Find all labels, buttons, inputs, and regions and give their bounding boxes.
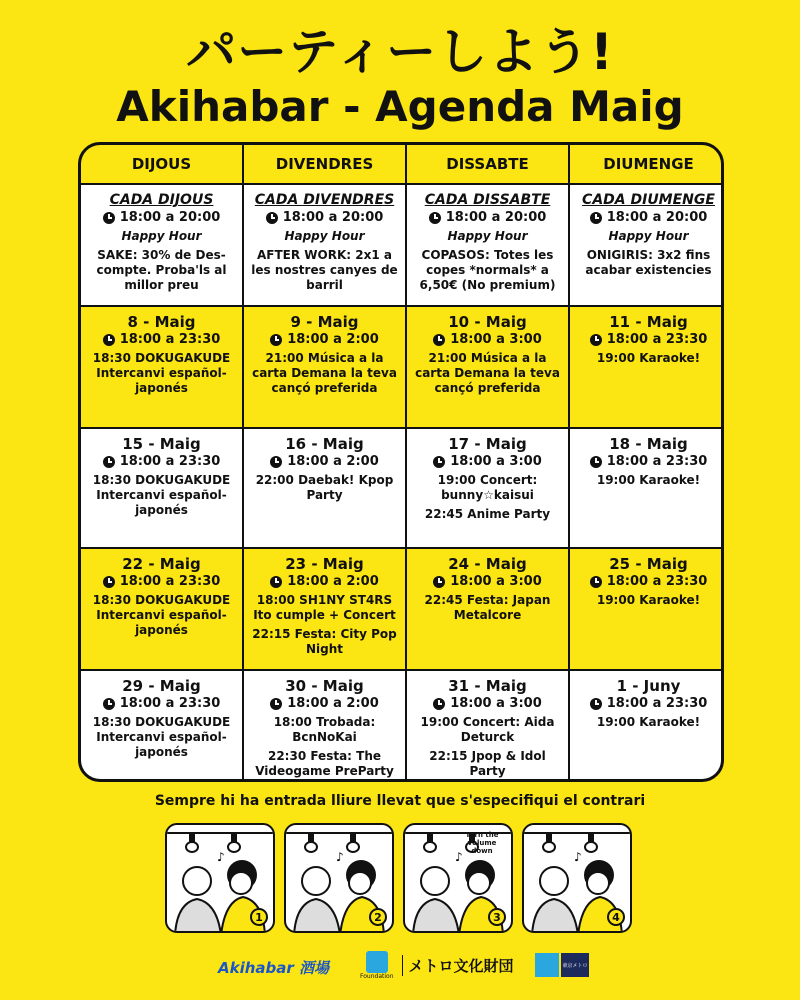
day-cell	[407, 671, 568, 782]
footer-note: Sempre hi ha entrada lliure llevat que s'especifiqui el contrari	[154, 793, 646, 809]
time-range	[103, 210, 221, 225]
day-cell	[81, 549, 242, 669]
clock-icon	[429, 212, 441, 224]
day-date: 17 - Maig	[448, 435, 527, 453]
title-japanese: パーティーしよう!	[186, 23, 614, 81]
day-date: 23 - Maig	[285, 555, 364, 573]
happy-hour-label: Happy Hour	[284, 229, 365, 243]
svg-text:♪: ♪	[574, 850, 582, 864]
time-range	[590, 574, 708, 589]
time-text: 18:00 a 20:00	[445, 210, 547, 225]
happy-hour-label: Happy Hour	[447, 229, 528, 243]
clock-icon	[270, 576, 282, 588]
comic-panel	[284, 823, 394, 933]
event-item: 22:30 Festa: The Videogame PreParty	[255, 749, 394, 778]
time-text: 18:00 a 3:00	[450, 454, 542, 469]
event-item: 18:00 SH1NY ST4RS Ito cumple + Concert	[253, 593, 396, 622]
event-item: 19:00 Concert: Aida Deturck	[420, 715, 555, 744]
event-item: 22:45 Festa: Japan Metalcore	[424, 593, 551, 622]
day-date: 11 - Maig	[609, 313, 688, 331]
weekly-cell	[81, 185, 242, 305]
happy-hour-label: Happy Hour	[608, 229, 689, 243]
day-cell	[81, 307, 242, 427]
day-header: DIUMENGE	[570, 145, 724, 183]
day-cell	[570, 671, 724, 782]
clock-icon	[433, 698, 445, 710]
time-text: 18:00 a 23:30	[606, 332, 708, 347]
svg-text:♪: ♪	[217, 850, 225, 864]
time-text: 18:00 a 20:00	[606, 210, 708, 225]
event-item: 22:15 Festa: City Pop Night	[252, 627, 397, 656]
day-date: 25 - Maig	[609, 555, 688, 573]
weekly-title: CADA DISSABTE	[424, 192, 551, 208]
clock-icon	[103, 456, 115, 468]
time-range	[266, 210, 384, 225]
comic-panel	[522, 823, 632, 933]
event-item: 19:00 Concert: bunny☆kaisui	[437, 473, 538, 502]
weekly-cell	[407, 185, 568, 305]
weekly-offer: ONIGIRIS: 3x2 fins acabar existencies	[585, 248, 712, 277]
event-item: 19:00 Karaoke!	[596, 593, 701, 607]
day-date: 31 - Maig	[448, 677, 527, 695]
event-item: 18:30 DOKUGAKUDE Intercanvi español-japonés	[92, 715, 231, 759]
time-range	[103, 574, 221, 589]
page-title: Akihabar - Agenda Maig	[116, 82, 684, 131]
day-date: 22 - Maig	[122, 555, 201, 573]
day-cell	[244, 549, 405, 669]
time-range	[103, 454, 221, 469]
day-date: 8 - Maig	[127, 313, 196, 331]
time-text: 18:00 a 20:00	[119, 210, 221, 225]
event-item: 18:00 Trobada: BcnNoKai	[273, 715, 376, 744]
time-range	[429, 210, 547, 225]
time-text: 18:00 a 3:00	[450, 696, 542, 711]
time-range	[590, 210, 708, 225]
time-range	[590, 696, 708, 711]
panel-number: 4	[607, 908, 625, 926]
time-range	[590, 454, 708, 469]
logos-bar	[0, 945, 800, 995]
clock-icon	[270, 698, 282, 710]
clock-icon	[103, 334, 115, 346]
event-item: 19:00 Karaoke!	[596, 473, 701, 487]
panel-number: 3	[488, 908, 506, 926]
day-date: 9 - Maig	[290, 313, 359, 331]
day-cell	[81, 671, 242, 782]
clock-icon	[103, 576, 115, 588]
comic-panel	[165, 823, 275, 933]
clock-icon	[590, 576, 602, 588]
time-range	[433, 574, 542, 589]
panel-number: 2	[369, 908, 387, 926]
weekly-title: CADA DIJOUS	[109, 192, 214, 208]
event-item: 19:00 Karaoke!	[596, 351, 701, 365]
day-cell	[570, 549, 724, 669]
time-text: 18:00 a 2:00	[287, 332, 379, 347]
day-cell	[570, 429, 724, 547]
day-date: 24 - Maig	[448, 555, 527, 573]
akihabar-logo: Akihabar 酒場	[218, 959, 330, 977]
clock-icon	[590, 698, 602, 710]
clock-icon	[270, 456, 282, 468]
time-text: 18:00 a 23:30	[119, 332, 221, 347]
tokyo-metro-logo: 東京メトロ	[535, 953, 589, 977]
time-text: 18:00 a 23:30	[606, 454, 708, 469]
clock-icon	[266, 212, 278, 224]
time-range	[433, 332, 542, 347]
time-text: 18:00 a 23:30	[606, 696, 708, 711]
metro-foundation-logo: Foundation メトロ文化財団	[360, 951, 514, 980]
time-text: 18:00 a 2:00	[287, 574, 379, 589]
time-range	[270, 332, 379, 347]
weekly-offer: SAKE: 30% de Des-compte. Proba'ls al millor preu	[96, 248, 227, 292]
time-range	[590, 332, 708, 347]
day-date: 30 - Maig	[285, 677, 364, 695]
day-cell	[244, 429, 405, 547]
tokyo-metro-icon	[535, 953, 559, 977]
clock-icon	[590, 212, 602, 224]
weekly-title: CADA DIUMENGE	[582, 192, 715, 208]
weekly-cell	[244, 185, 405, 305]
clock-icon	[433, 576, 445, 588]
clock-icon	[433, 334, 445, 346]
time-range	[270, 454, 379, 469]
weekly-title: CADA DIVENDRES	[254, 192, 395, 208]
day-header: DIVENDRES	[244, 145, 405, 183]
day-date: 29 - Maig	[122, 677, 201, 695]
event-item: 22:15 Jpop & Idol Party	[429, 749, 546, 778]
event-item: 18:30 DOKUGAKUDE Intercanvi español-japonés	[92, 351, 231, 395]
day-cell	[81, 429, 242, 547]
event-item: 21:00 Música a la carta Demana la teva cançó preferida	[252, 351, 397, 395]
day-header: DIJOUS	[81, 145, 242, 183]
time-range	[103, 696, 221, 711]
day-cell	[407, 429, 568, 547]
svg-text:♪: ♪	[336, 850, 344, 864]
time-text: 18:00 a 2:00	[287, 696, 379, 711]
day-header: DISSABTE	[407, 145, 568, 183]
comic-strip	[165, 823, 635, 935]
event-item: 18:30 DOKUGAKUDE Intercanvi español-japonés	[92, 593, 231, 637]
time-range	[103, 332, 221, 347]
time-range	[270, 696, 379, 711]
time-text: 18:00 a 3:00	[450, 332, 542, 347]
clock-icon	[590, 334, 602, 346]
time-text: 18:00 a 20:00	[282, 210, 384, 225]
happy-hour-label: Happy Hour	[121, 229, 202, 243]
weekly-offer: AFTER WORK: 2x1 a les nostres canyes de barril	[251, 248, 398, 292]
clock-icon	[270, 334, 282, 346]
day-date: 1 - Juny	[616, 677, 681, 695]
day-date: 10 - Maig	[448, 313, 527, 331]
event-item: 22:00 Daebak! Kpop Party	[255, 473, 394, 502]
day-cell	[407, 549, 568, 669]
day-date: 18 - Maig	[609, 435, 688, 453]
clock-icon	[590, 456, 602, 468]
day-date: 15 - Maig	[122, 435, 201, 453]
clock-icon	[103, 698, 115, 710]
day-cell	[570, 307, 724, 427]
clock-icon	[433, 456, 445, 468]
time-text: 18:00 a 23:30	[606, 574, 708, 589]
time-text: 18:00 a 23:30	[119, 574, 221, 589]
svg-text:♪: ♪	[455, 850, 463, 864]
weekly-cell	[570, 185, 724, 305]
comic-panel	[403, 823, 513, 933]
metro-foundation-icon	[366, 951, 388, 973]
event-item: 21:00 Música a la carta Demana la teva cançó preferida	[415, 351, 560, 395]
event-item: 18:30 DOKUGAKUDE Intercanvi español-japonés	[92, 473, 231, 517]
weekly-offer: COPASOS: Totes les copes *normals* a 6,50€ (No premium)	[419, 248, 556, 292]
time-text: 18:00 a 2:00	[287, 454, 379, 469]
day-cell	[244, 307, 405, 427]
speech-bubble: Turn the volume down	[465, 831, 499, 855]
time-range	[270, 574, 379, 589]
time-range	[433, 696, 542, 711]
time-text: 18:00 a 23:30	[119, 454, 221, 469]
day-cell	[244, 671, 405, 782]
agenda-table	[78, 142, 724, 782]
day-cell	[407, 307, 568, 427]
event-item: 22:45 Anime Party	[424, 507, 551, 521]
event-item: 19:00 Karaoke!	[596, 715, 701, 729]
time-text: 18:00 a 23:30	[119, 696, 221, 711]
time-range	[433, 454, 542, 469]
day-date: 16 - Maig	[285, 435, 364, 453]
clock-icon	[103, 212, 115, 224]
time-text: 18:00 a 3:00	[450, 574, 542, 589]
panel-number: 1	[250, 908, 268, 926]
